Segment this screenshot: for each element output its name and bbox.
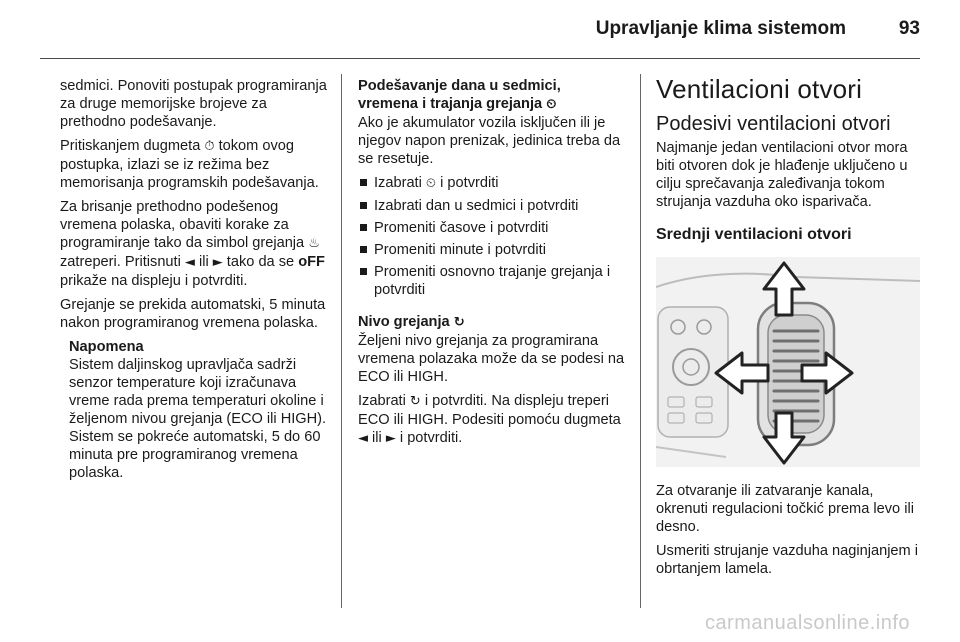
text: i potvrditi. xyxy=(395,430,463,446)
page-header-title: Upravljanje klima sistemom xyxy=(595,18,846,39)
text: Pritiskanjem dugmeta xyxy=(60,138,205,154)
note-text: Sistem daljinskog upravljača sadrži senzor temperature koji izračunava vreme rada prema temperaturi okoline i željenom nivou grejanja (ECO ili HIGH). Sistem se pokreće automatski, 5 do 60 minuta pre programiranog vremena polaska. xyxy=(69,357,327,481)
text: ili xyxy=(368,430,386,446)
column-3 xyxy=(656,74,928,584)
column-divider-right xyxy=(640,74,641,608)
paragraph: Željeni nivo grejanja za programirana vremena polazaka može da se podesi na ECO ili HIGH. xyxy=(358,333,625,385)
text: tokom ovog postupka, izlazi se iz režima bez memorisanja programskih podešavanja. xyxy=(60,138,319,191)
timer-icon: ⏲ xyxy=(546,97,557,112)
paragraph: sedmici. Ponoviti postupak programiranja za druge memorijske brojeve za prethodno podešavanje. xyxy=(60,78,327,130)
heating-level-icon: ↻ xyxy=(409,394,421,409)
subheading-line-1: Podešavanje dana u sedmici, xyxy=(358,78,561,94)
off-display-text: oFF xyxy=(298,254,325,270)
text: tako da se xyxy=(222,254,299,270)
paragraph xyxy=(60,198,332,290)
page-number: 93 xyxy=(898,18,920,39)
text: Za brisanje prethodno podešenog vremena polaska, obaviti korake za programiranje tako da simbol grejanja xyxy=(60,199,309,251)
list-item: Izabrati dan u sedmici i potvrditi xyxy=(358,197,630,215)
paragraph: Usmeriti strujanje vazduha naginjanjem i obrtanjem lamela. xyxy=(656,543,919,577)
list-item: Promeniti časove i potvrditi xyxy=(358,219,630,237)
timer-icon: ⏲ xyxy=(425,176,437,191)
column-divider-left xyxy=(341,74,342,608)
paragraph: Ako je akumulator vozila isključen ili je njegov napon prenizak, jedinica treba da se resetuje. xyxy=(358,115,621,167)
right-arrow-button-icon: ► xyxy=(385,431,396,446)
text: ili xyxy=(194,254,213,270)
text: Nivo grejanja xyxy=(358,314,450,330)
list-item: Promeniti minute i potvrditi xyxy=(358,241,630,259)
text: vremena i trajanja grejanja xyxy=(358,96,543,112)
bullet-list xyxy=(358,174,630,299)
section-title: Ventilacioni otvori xyxy=(656,74,863,104)
text: zatreperi. Pritisnuti xyxy=(60,254,185,270)
subheading-heating-level xyxy=(358,313,630,332)
text: prikaže na displeju i potvrditi. xyxy=(60,273,248,289)
column-1 xyxy=(60,77,332,482)
list-item xyxy=(358,174,630,193)
text: Izabrati xyxy=(358,393,410,409)
subsection-heading: Srednji ventilacioni otvori xyxy=(656,226,852,243)
paragraph xyxy=(358,392,630,448)
paragraph: Najmanje jedan ventilacioni otvor mora biti otvoren dok je hlađenje uključeno u cilju sprečavanja zaleđivanja tokom strujanja vazduha oko isparivača. xyxy=(656,140,908,210)
heating-level-icon: ↻ xyxy=(453,315,465,330)
subheading-line-2 xyxy=(358,95,630,114)
text: Izabrati xyxy=(374,175,426,191)
right-arrow-button-icon: ► xyxy=(212,255,223,270)
paragraph xyxy=(60,137,332,192)
text: i potvrditi xyxy=(436,175,499,191)
paragraph: Grejanje se prekida automatski, 5 minuta nakon programiranog vremena polaska. xyxy=(60,297,326,331)
vent-illustration xyxy=(656,257,920,467)
left-arrow-button-icon: ◄ xyxy=(358,431,368,446)
left-arrow-button-icon: ◄ xyxy=(184,255,195,270)
heating-symbol-icon: ♨ xyxy=(308,236,320,251)
header-rule xyxy=(40,58,920,59)
watermark: carmanualsonline.info xyxy=(704,612,910,634)
paragraph: Za otvaranje ili zatvaranje kanala, okrenuti regulacioni točkić prema levo ili desno. xyxy=(656,483,914,535)
note-heading: Napomena xyxy=(69,339,144,355)
text: i potvrditi. Na displeju treperi ECO ili HIGH. Podesiti pomoću dugmeta xyxy=(358,393,621,428)
note-box xyxy=(69,338,332,482)
list-item: Promeniti osnovno trajanje grejanja i potvrditi xyxy=(358,263,630,299)
clock-icon: ⏱ xyxy=(204,139,215,154)
subsection-title: Podesivi ventilacioni otvori xyxy=(656,113,891,135)
column-2 xyxy=(358,77,630,454)
